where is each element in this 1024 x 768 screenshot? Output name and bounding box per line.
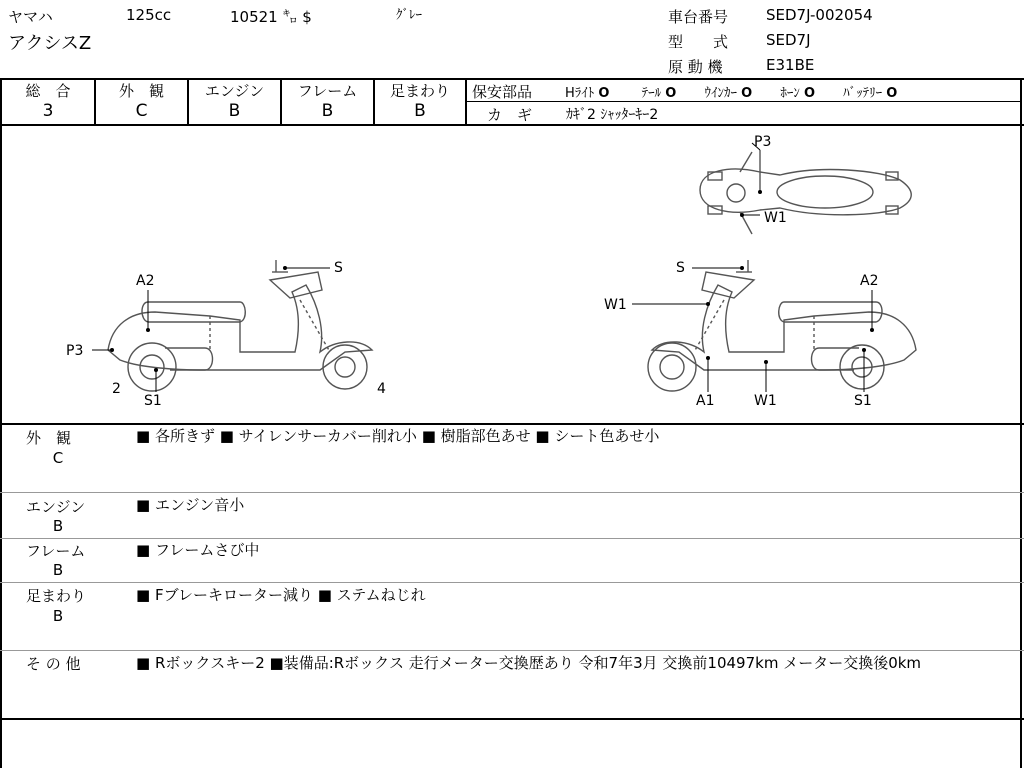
engine-grade-label: エンジン xyxy=(204,82,265,100)
section-text: ■ Rボックスキー2 ■装備品:Rボックス 走行メーター交換歴あり 令和7年3月 交換前10497km メーター交換後0km xyxy=(136,654,922,672)
section-text: ■ フレームさび中 xyxy=(136,541,260,559)
label-p3-top: P3 xyxy=(754,134,772,150)
safety-parts-label: 保安部品 xyxy=(472,83,533,101)
displacement: 125cc xyxy=(126,6,172,24)
section-text: ■ Fブレーキローター減り ■ ステムねじれ xyxy=(136,586,426,604)
divider xyxy=(466,101,1022,102)
label-s-left: S xyxy=(334,260,343,276)
section-title: フレーム xyxy=(26,542,86,560)
overall-grade: 3 xyxy=(42,101,54,121)
section-title: エンジン xyxy=(26,498,86,516)
label-s1-right: S1 xyxy=(854,393,872,409)
divider xyxy=(0,492,1024,493)
safety-item-horn: ﾎｰﾝ O xyxy=(780,86,816,101)
frame-number: SED7J-002054 xyxy=(766,6,873,24)
section-title: 足まわり xyxy=(26,587,87,605)
divider xyxy=(0,650,1024,651)
divider xyxy=(0,718,1024,720)
section-text: ■ エンジン音小 xyxy=(136,496,245,514)
label-a2-left: A2 xyxy=(136,273,155,289)
suspension-grade-label: 足まわり xyxy=(389,82,450,100)
section-grade: B xyxy=(52,607,64,625)
frame-grade: B xyxy=(321,101,334,121)
suspension-grade: B xyxy=(414,101,426,121)
mileage: 10521 ㌔ $ xyxy=(230,8,312,26)
section-text: ■ 各所きず ■ サイレンサーカバー削れ小 ■ 樹脂部色あせ ■ シート色あせ小 xyxy=(136,427,660,445)
key-value: ｶｷﾞ2 ｼｬｯﾀｰｷｰ2 xyxy=(566,107,659,123)
label-p3-left: P3 xyxy=(66,343,84,359)
safety-item-battery: ﾊﾞｯﾃﾘｰ O xyxy=(843,86,898,101)
section-grade: C xyxy=(52,449,64,467)
exterior-grade: C xyxy=(135,101,148,121)
color: ｸﾞﾚｰ xyxy=(396,8,422,23)
section-grade: B xyxy=(52,517,64,535)
frame-grade-label: フレーム xyxy=(297,82,358,100)
engine-label: 原 動 機 xyxy=(668,58,723,76)
maker: ヤマハ xyxy=(8,8,53,26)
safety-item-tail: ﾃｰﾙ O xyxy=(641,86,677,101)
label-a2-right: A2 xyxy=(860,273,879,289)
engine-grade: B xyxy=(228,101,241,121)
label-s-right: S xyxy=(676,260,685,276)
scooter-damage-diagram xyxy=(0,126,1024,424)
label-w1-upper-right: W1 xyxy=(604,297,627,313)
section-title: 外 観 xyxy=(26,429,72,447)
model-name: アクシスZ xyxy=(8,33,92,54)
frame-number-label: 車台番号 xyxy=(668,8,729,26)
label-2-left: 2 xyxy=(112,381,121,397)
divider xyxy=(0,582,1024,583)
divider xyxy=(465,78,467,126)
label-a1-right: A1 xyxy=(696,393,715,409)
label-4-left: 4 xyxy=(377,381,386,397)
safety-item-headlight: Hﾗｲﾄ O xyxy=(565,86,610,101)
label-w1-top: W1 xyxy=(764,210,787,226)
engine-value: E31BE xyxy=(766,56,815,74)
section-grade: B xyxy=(52,561,64,579)
type-value: SED7J xyxy=(766,31,811,49)
section-title: そ の 他 xyxy=(26,655,81,673)
label-w1-right: W1 xyxy=(754,393,777,409)
overall-label: 総 合 xyxy=(25,82,71,100)
type-label: 型 式 xyxy=(668,33,729,51)
key-label: カ ギ xyxy=(487,106,533,124)
exterior-label: 外 観 xyxy=(118,82,164,100)
scooter-top-view xyxy=(700,150,911,234)
label-s1-left: S1 xyxy=(144,393,162,409)
safety-item-winker: ｳｲﾝｶｰ O xyxy=(704,86,753,101)
safety-items xyxy=(565,82,897,101)
